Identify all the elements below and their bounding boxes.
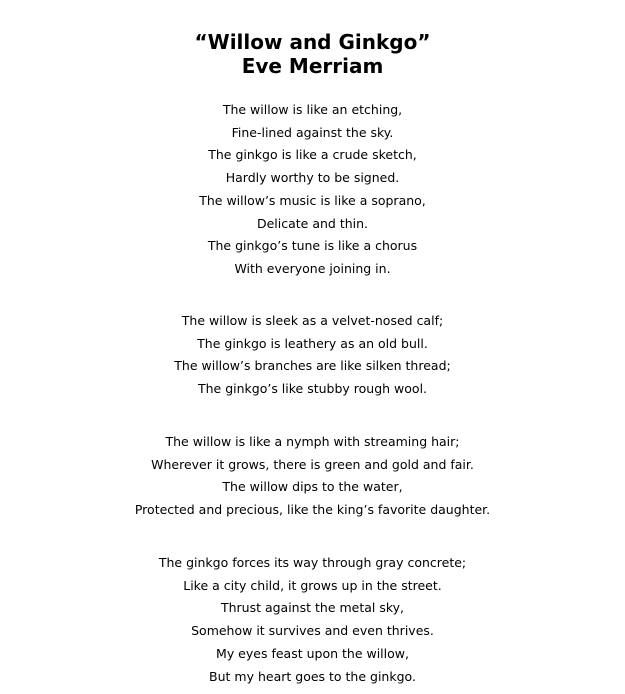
poem-line: Hardly worthy to be signed. xyxy=(225,170,400,186)
poem-line: The willow dips to the water, xyxy=(222,479,403,495)
poem-line: Fine-lined against the sky. xyxy=(231,124,394,140)
poem-line: The ginkgo’s tune is like a chorus xyxy=(207,238,418,254)
stanza-3 xyxy=(0,431,625,522)
poem-line: The ginkgo is leathery as an old bull. xyxy=(197,335,428,351)
poem-line: The ginkgo’s like stubby rough wool. xyxy=(197,381,428,397)
poem-line: Thrust against the metal sky, xyxy=(220,600,405,616)
poem-line: The ginkgo forces its way through gray concrete; xyxy=(158,555,467,570)
poem-title: “Willow and Ginkgo” xyxy=(194,30,431,54)
poem-line: The willow is like a nymph with streaming hair; xyxy=(165,434,460,449)
poem-line: With everyone joining in. xyxy=(234,260,391,276)
stanza-4 xyxy=(0,552,625,688)
poem-line: Like a city child, it grows up in the street. xyxy=(183,577,442,593)
poem-line: The ginkgo is like a crude sketch, xyxy=(208,147,417,163)
poem-line: Wherever it grows, there is green and gold and fair. xyxy=(151,456,474,472)
poem-line: The willow’s music is like a soprano, xyxy=(199,192,426,208)
poem-header xyxy=(0,30,625,78)
poem-line: Delicate and thin. xyxy=(256,215,369,231)
poem-line: My eyes feast upon the willow, xyxy=(216,645,409,661)
poem-line: Protected and precious, like the king’s favorite daughter. xyxy=(134,502,491,518)
poem-line: The willow is sleek as a velvet-nosed calf; xyxy=(181,313,444,328)
poem-author: Eve Merriam xyxy=(241,54,384,78)
poem-line: But my heart goes to the ginkgo. xyxy=(209,668,416,684)
stanza-1 xyxy=(0,99,625,281)
poem-line: The willow’s branches are like silken thread; xyxy=(174,358,451,374)
poem-line: The willow is like an etching, xyxy=(222,102,403,117)
poem-line: Somehow it survives and even thrives. xyxy=(191,623,434,639)
stanza-2 xyxy=(0,310,625,401)
